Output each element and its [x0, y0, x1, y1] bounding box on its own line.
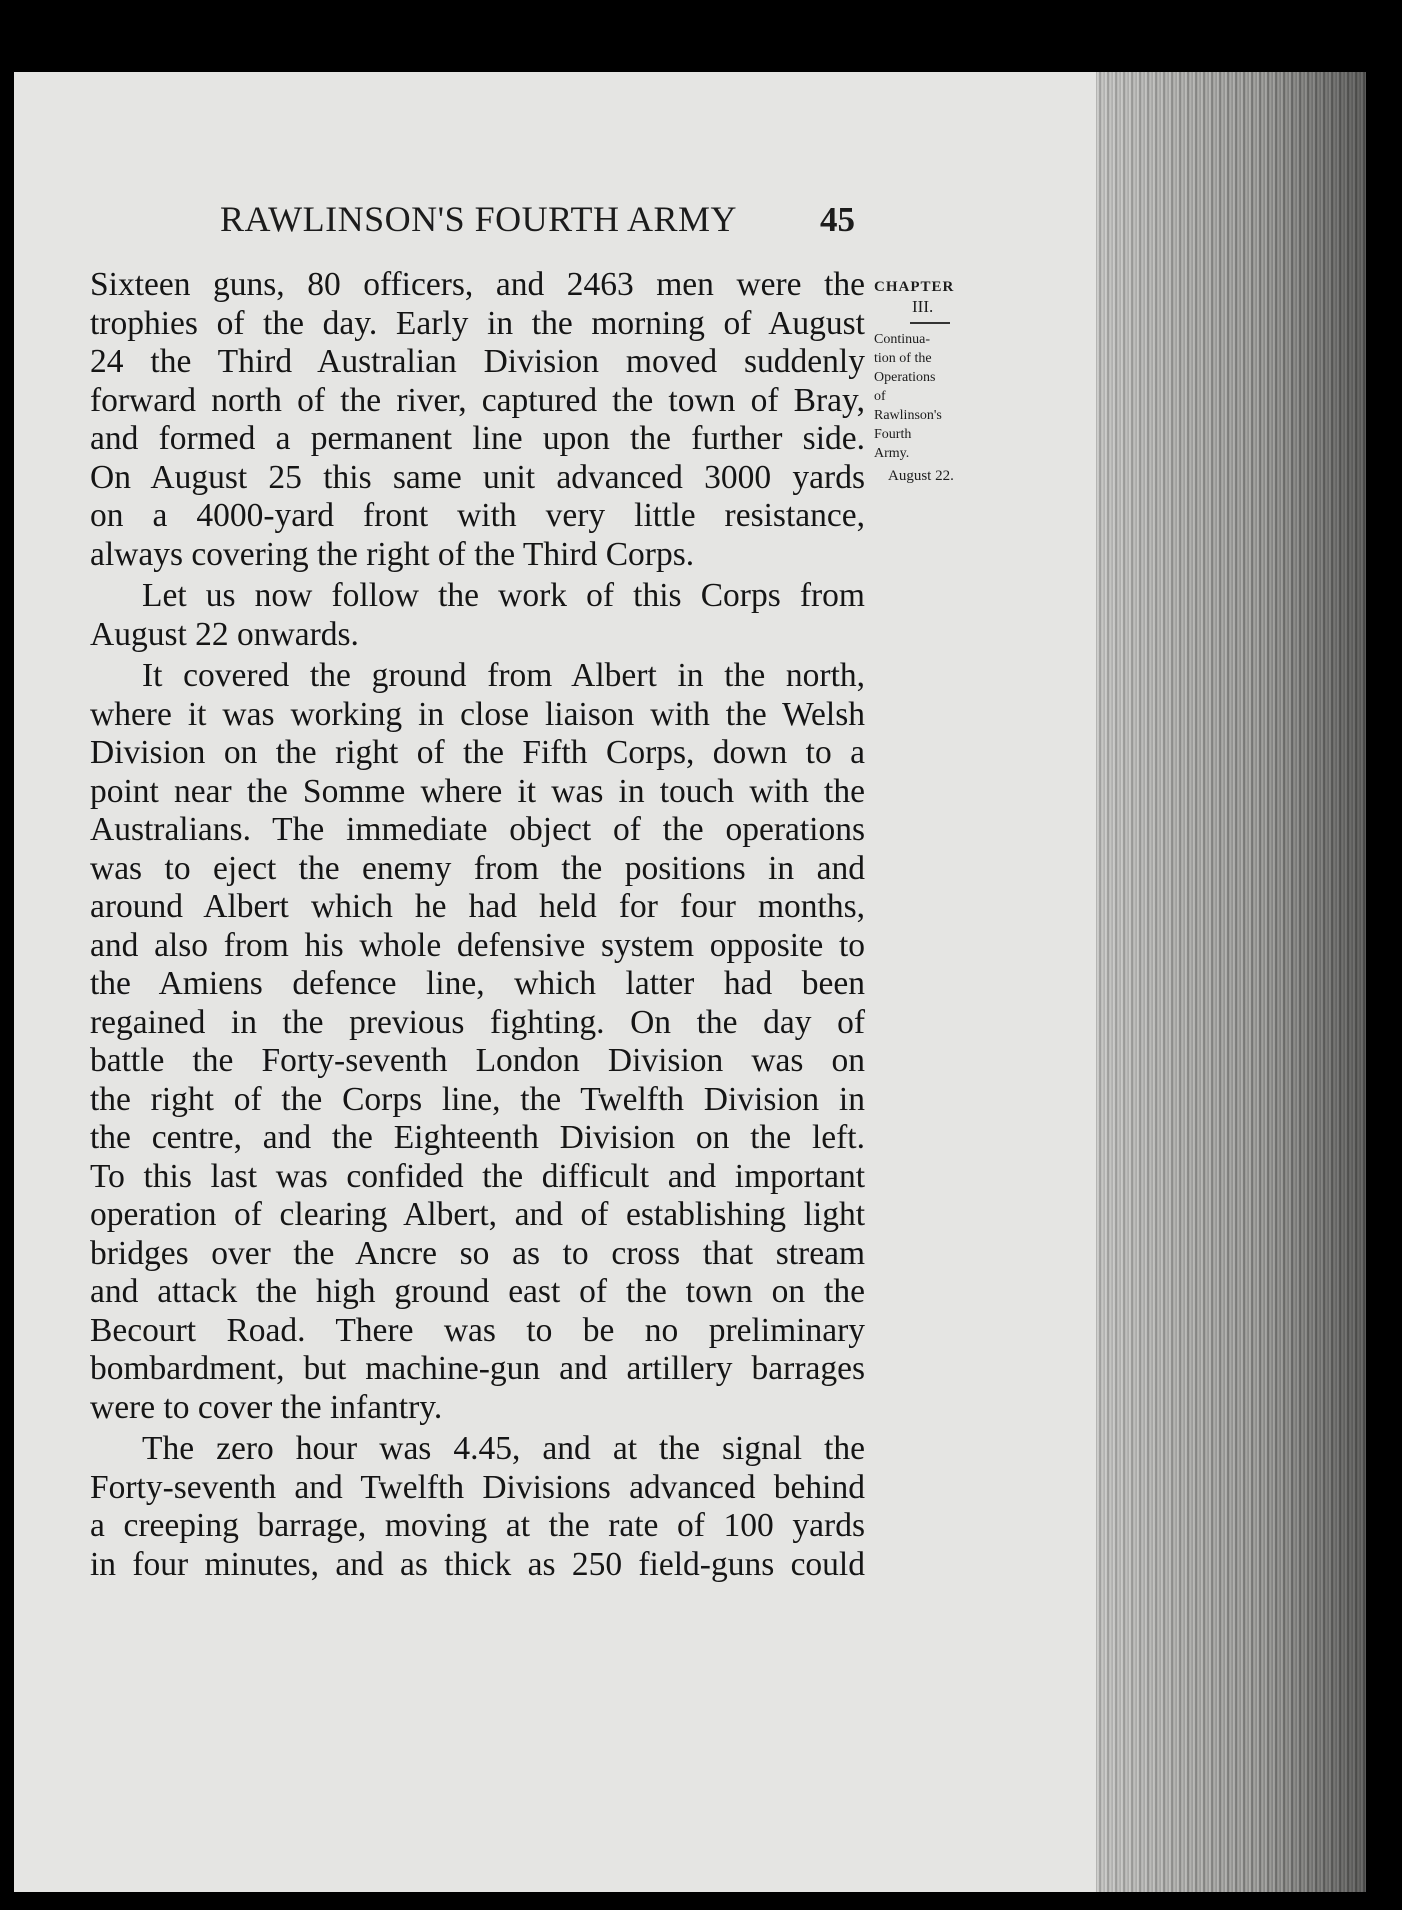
text-line: where it was working in close liaison with the Welsh [90, 695, 865, 733]
text-line: and formed a permanent line upon the further side. [90, 420, 865, 457]
margin-chapter-number: III. [912, 297, 934, 316]
text-line: battle the Forty-seventh London Division was on [90, 1042, 865, 1079]
margin-note-line: Army. [874, 446, 910, 461]
text-line: Forty-seventh and Twelfth Divisions advanced behind [90, 1468, 865, 1506]
text-line: point near the Somme where it was in touch with the [90, 772, 865, 810]
text-line: Sixteen guns, 80 officers, and 2463 men were the [90, 266, 865, 303]
text-line: and attack the high ground east of the town on the [90, 1273, 865, 1310]
margin-rule [910, 322, 950, 324]
text-line: forward north of the river, captured the town of Bray, [90, 381, 865, 419]
text-line: were to cover the infantry. [90, 1388, 443, 1426]
text-line: was to eject the enemy from the positions in and [90, 849, 865, 887]
text-line: 24 the Third Australian Division moved suddenly [90, 343, 865, 380]
text-line: always covering the right of the Third Corps. [90, 535, 695, 573]
text-line: operation of clearing Albert, and of establishing light [90, 1196, 865, 1233]
text-line: On August 25 this same unit advanced 3000 yards [90, 458, 865, 496]
text-line: on a 4000-yard front with very little resistance, [90, 497, 865, 534]
margin-note-line: Continua- [874, 332, 930, 347]
margin-note-line: Rawlinson's [874, 408, 942, 423]
text-line: the Amiens defence line, which latter had been [90, 965, 865, 1002]
margin-chapter: CHAPTER [874, 279, 955, 295]
text-line: To this last was confided the difficult and important [90, 1157, 865, 1195]
text-line: in four minutes, and as thick as 250 field-guns could [90, 1545, 865, 1583]
text-line: It covered the ground from Albert in the north, [142, 657, 865, 694]
text-line: Australians. The immediate object of the operations [90, 811, 865, 848]
margin-note-line: Fourth [874, 427, 912, 442]
text-line: regained in the previous fighting. On the day of [90, 1003, 865, 1041]
page-header [220, 198, 880, 248]
margin-date: August 22. [888, 468, 954, 484]
margin-note-line: of [874, 389, 886, 404]
running-head: RAWLINSON'S FOURTH ARMY [220, 199, 737, 239]
margin-note-line: Operations [874, 370, 936, 385]
text-line: bridges over the Ancre so as to cross that stream [90, 1234, 865, 1272]
text-line: bombardment, but machine-gun and artillery barrages [90, 1350, 865, 1387]
page-number: 45 [820, 200, 855, 239]
text-line: around Albert which he had held for four months, [90, 888, 865, 925]
text-line: trophies of the day. Early in the morning of August [90, 304, 865, 342]
text-line: and also from his whole defensive system opposite to [90, 926, 865, 964]
text-line: Becourt Road. There was to be no preliminary [90, 1311, 865, 1349]
text-line: the centre, and the Eighteenth Division on the left. [90, 1119, 865, 1156]
text-line: Division on the right of the Fifth Corps, down to a [90, 734, 865, 771]
text-line: August 22 onwards. [90, 615, 359, 653]
text-line: the right of the Corps line, the Twelfth Division in [90, 1080, 865, 1118]
margin-note-line: tion of the [874, 351, 932, 366]
body-text [90, 266, 865, 1584]
fore-edge-shadow [1096, 72, 1366, 1892]
text-line: a creeping barrage, moving at the rate of 100 yards [90, 1507, 865, 1544]
text-line: Let us now follow the work of this Corps from [142, 577, 865, 614]
text-line: The zero hour was 4.45, and at the signal the [142, 1430, 865, 1467]
margin-note [874, 278, 1014, 486]
